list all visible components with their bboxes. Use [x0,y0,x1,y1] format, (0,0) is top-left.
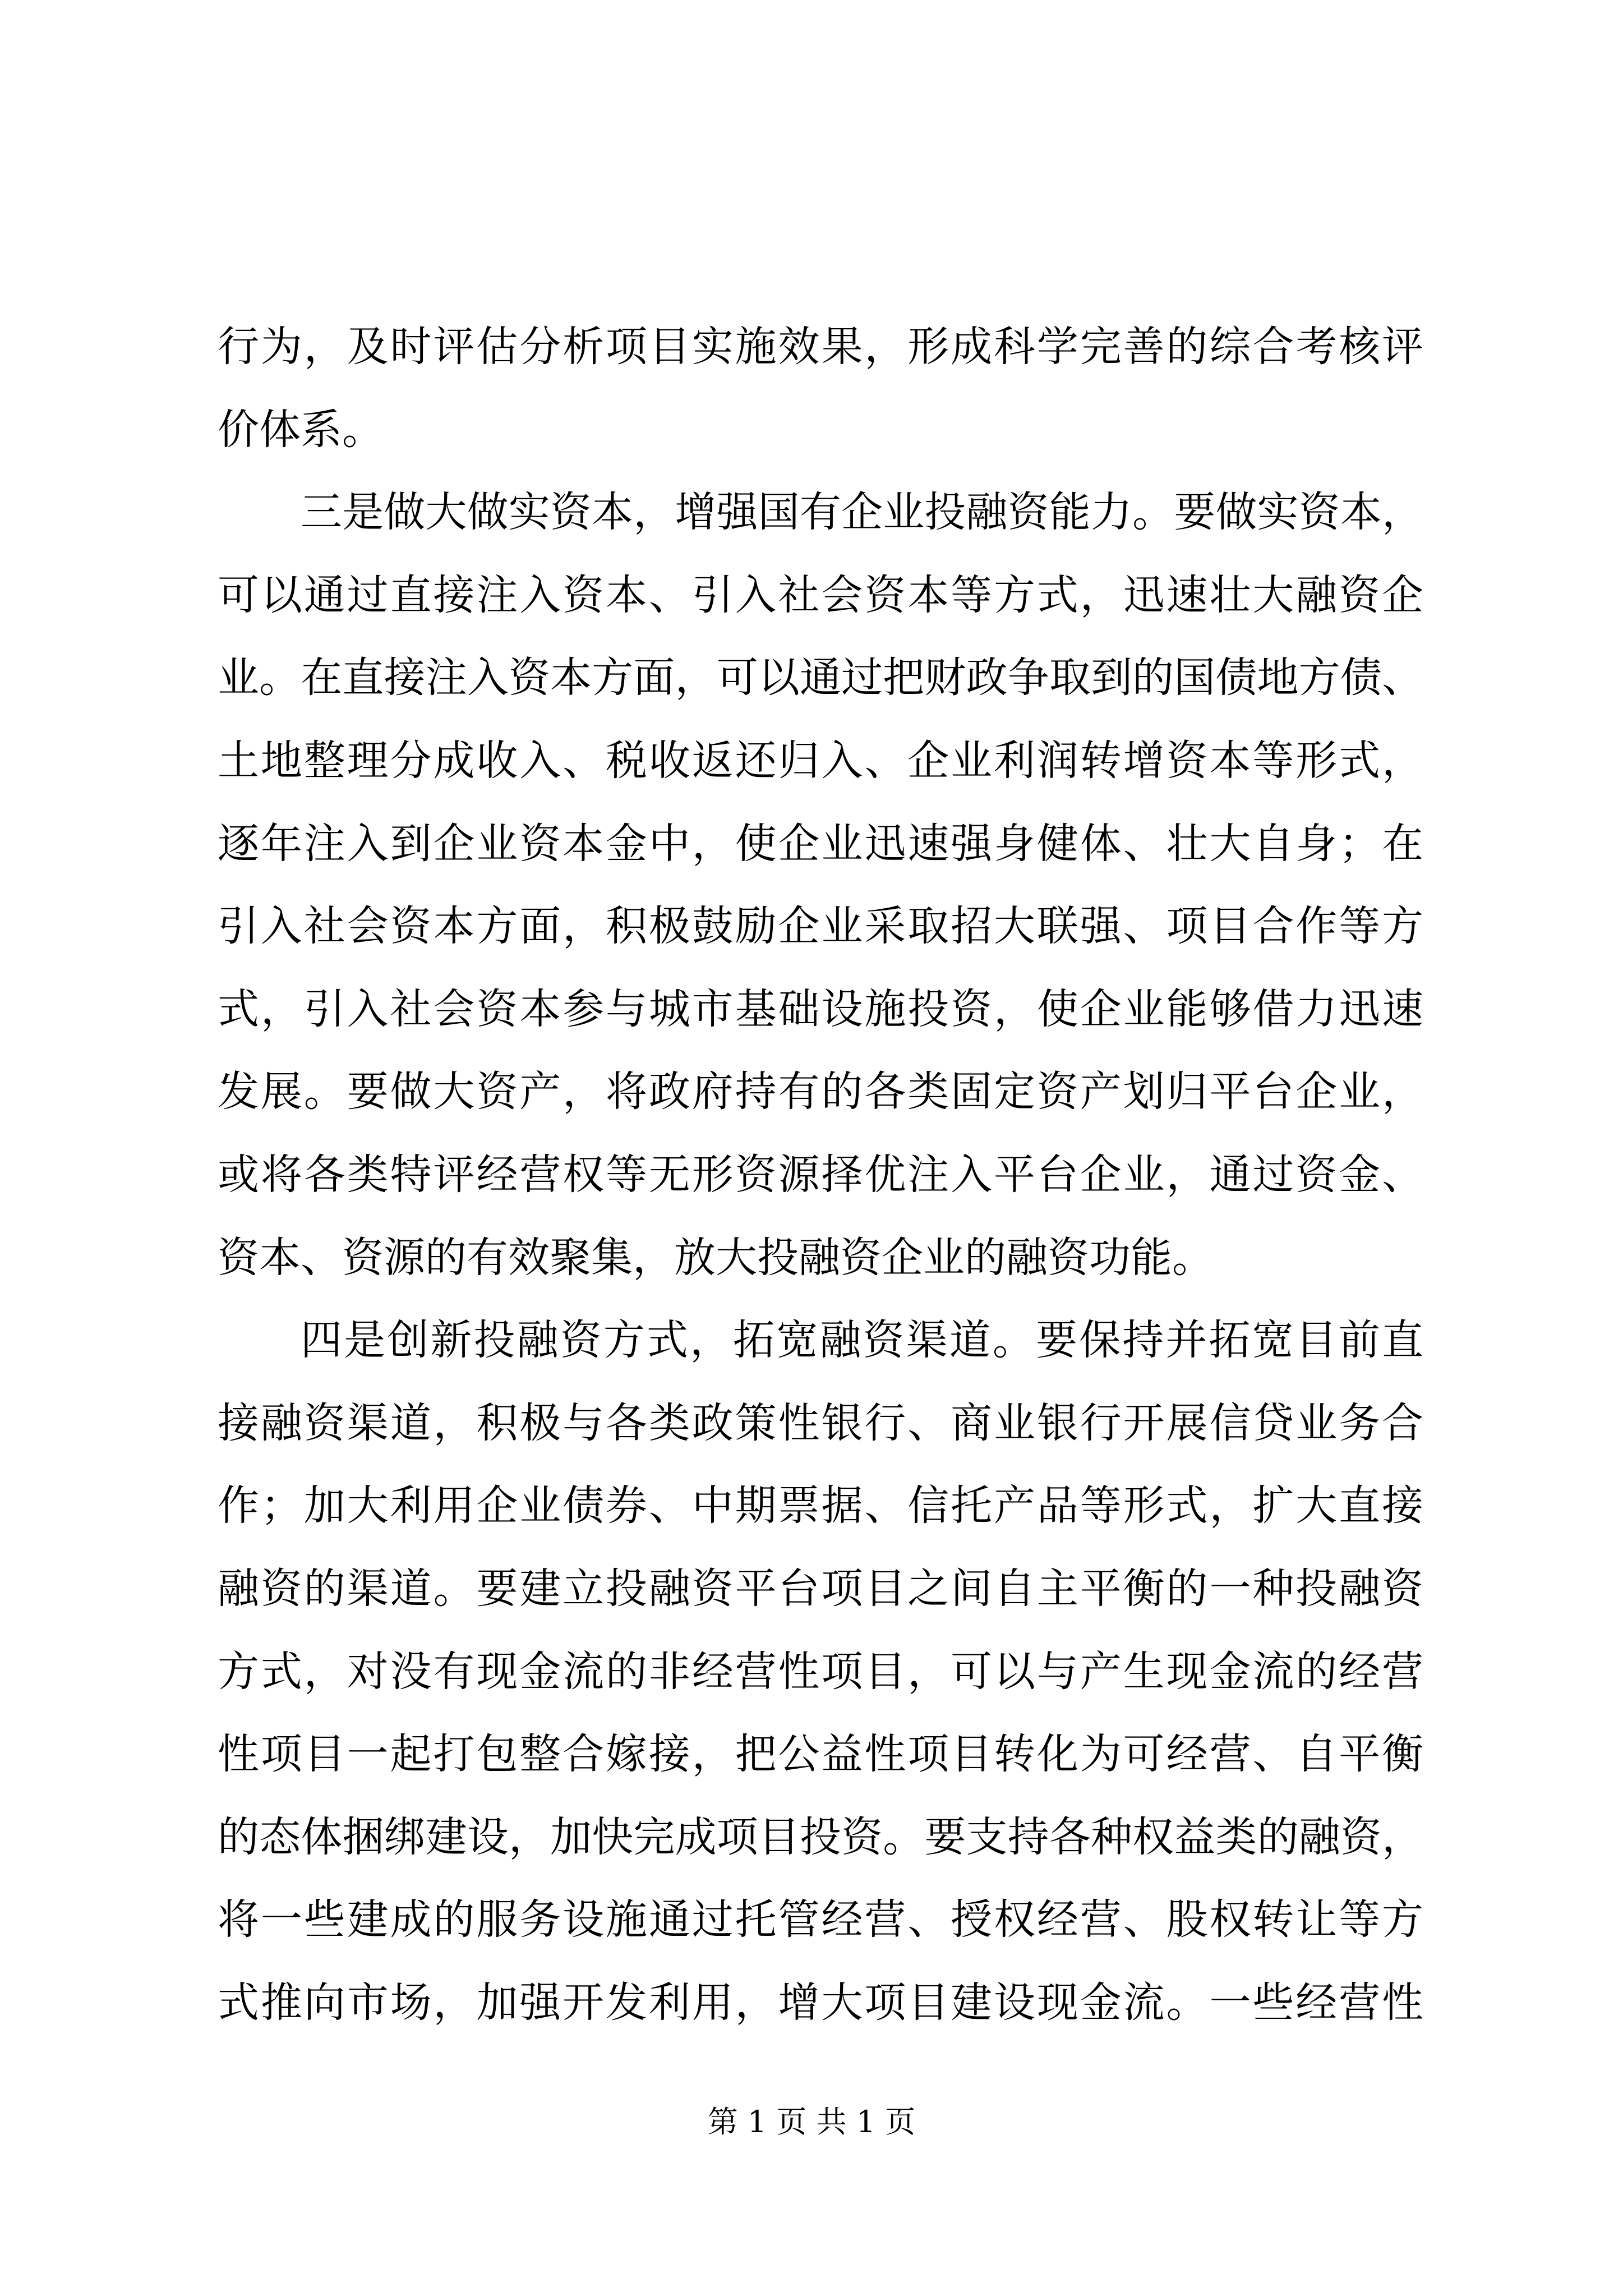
text-line: 引入社会资本方面，积极鼓励企业采取招大联强、项目合作等方 [218,902,1423,951]
text-line: 可以通过直接注入资本、引入社会资本等方式，迅速壮大融资企 [218,570,1423,619]
text-line: 逐年注入到企业资本金中，使企业迅速强身健体、壮大自身；在 [218,819,1423,868]
text-line: 方式，对没有现金流的非经营性项目，可以与产生现金流的经营 [218,1647,1423,1696]
text-line: 性项目一起打包整合嫁接，把公益性项目转化为可经营、自平衡 [218,1730,1423,1779]
text-line: 式推向市场，加强开发利用，增大项目建设现金流。一些经营性 [218,1978,1423,2027]
text-line: 业。在直接注入资本方面，可以通过把财政争取到的国债地方债、 [218,654,1423,702]
text-line: 将一些建成的服务设施通过托管经营、授权经营、股权转让等方 [218,1895,1423,1944]
text-line: 式，引入社会资本参与城市基础设施投资，使企业能够借力迅速 [218,984,1423,1033]
text-line: 土地整理分成收入、税收返还归入、企业利润转增资本等形式， [218,736,1423,785]
text-line: 融资的渠道。要建立投融资平台项目之间自主平衡的一种投融资 [218,1564,1423,1613]
text-line: 三是做大做实资本，增强国有企业投融资能力。要做实资本， [301,488,1423,537]
text-line: 或将各类特评经营权等无形资源择优注入平台企业，通过资金、 [218,1150,1423,1199]
text-line: 行为，及时评估分析项目实施效果，形成科学完善的综合考核评 [218,323,1423,371]
page-number-footer: 第 1 页 共 1 页 [707,2104,916,2139]
text-line: 接融资渠道，积极与各类政策性银行、商业银行开展信贷业务合 [218,1398,1423,1447]
text-line: 作；加大利用企业债券、中期票据、信托产品等形式，扩大直接 [218,1481,1423,1530]
text-line: 的态体捆绑建设，加快完成项目投资。要支持各种权益类的融资， [218,1812,1423,1861]
text-line: 价体系。 [218,405,384,454]
text-line: 四是创新投融资方式，拓宽融资渠道。要保持并拓宽目前直 [301,1316,1423,1365]
text-line: 发展。要做大资产，将政府持有的各类固定资产划归平台企业， [218,1068,1423,1116]
document-body [218,306,1423,2044]
text-line: 资本、资源的有效聚集，放大投融资企业的融资功能。 [218,1233,1214,1282]
